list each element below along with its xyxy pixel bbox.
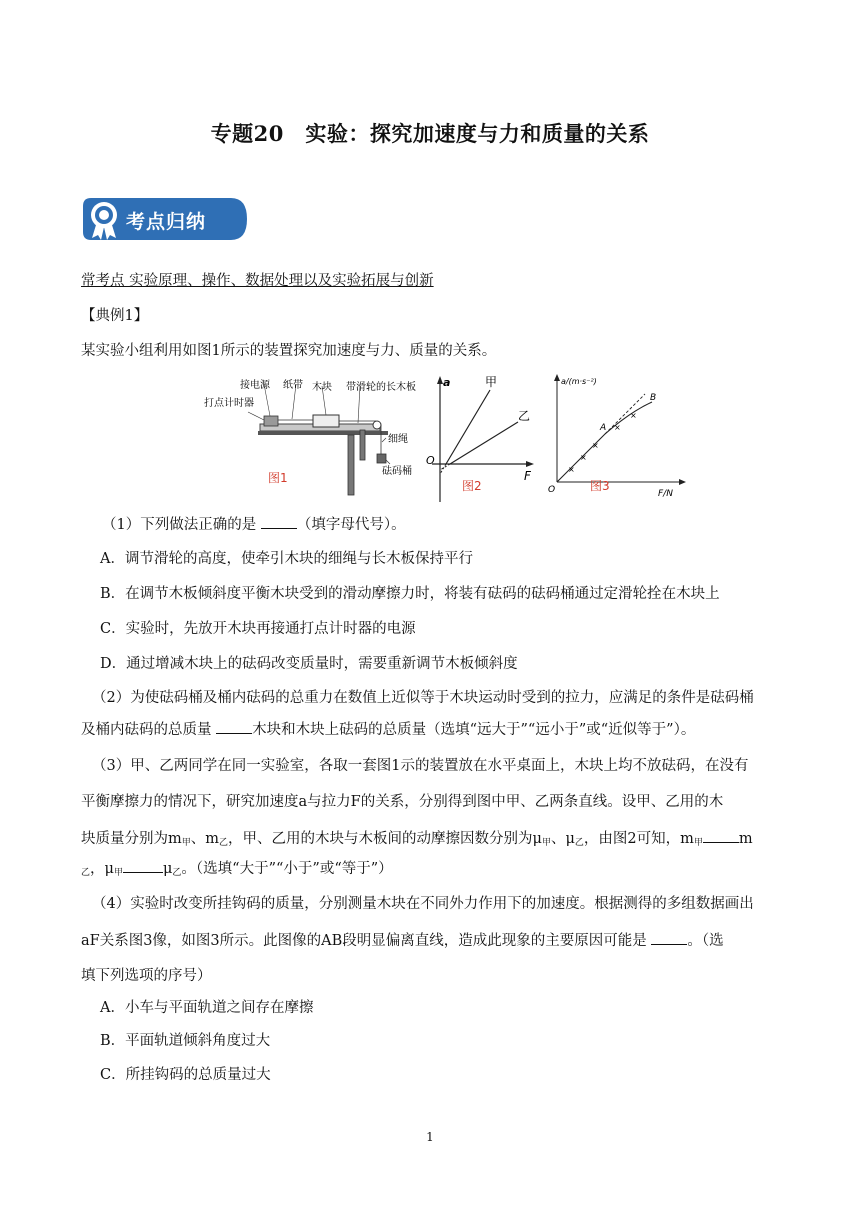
- q4-option-a: A．小车与平面轨道之间存在摩擦: [100, 1000, 314, 1016]
- label-tape: 纸带: [283, 380, 303, 391]
- answer-blank: [703, 828, 739, 843]
- answer-blank: [216, 719, 252, 734]
- q2-line1: （2）为使砝码桶及桶内砝码的总重力在数值上近似等于木块运动时受到的拉力，应满足的条件是砝码桶: [92, 690, 754, 706]
- label-board: 带滑轮的长木板: [346, 382, 416, 393]
- answer-blank: [651, 930, 687, 945]
- svg-text:×: ×: [580, 453, 587, 462]
- svg-text:O: O: [548, 485, 556, 495]
- label-rope: 细绳: [388, 434, 408, 445]
- page-title: 专题20 实验：探究加速度与力和质量的关系: [210, 121, 650, 146]
- q1-option-c: C．实验时，先放开木块再接通打点计时器的电源: [100, 621, 416, 637]
- svg-text:F: F: [524, 469, 531, 483]
- q4-line3: 填下列选项的序号）: [81, 968, 212, 984]
- q4-line2: aF关系图3像，如图3所示。此图像的AB段明显偏离直线，造成此现象的主要原因可能是 。（选: [81, 930, 724, 951]
- line-yi: [450, 422, 518, 464]
- figure-1-caption: 图1: [268, 471, 288, 485]
- q1-option-a: A．调节滑轮的高度，使牵引木块的细绳与长木板保持平行: [100, 551, 473, 567]
- svg-text:×: ×: [592, 441, 599, 450]
- q3-line1: （3）甲、乙两同学在同一实验室，各取一套图1示的装置放在水平桌面上，木块上均不放砝码，在没有: [92, 758, 749, 774]
- q1-option-d: D．通过增减木块上的砝码改变质量时，需要重新调节木板倾斜度: [100, 656, 518, 672]
- topic-line: 常考点 实验原理、操作、数据处理以及实验拓展与创新: [81, 273, 434, 289]
- page-number: 1: [426, 1130, 434, 1144]
- q3-line4: $_乙$，$\mu_甲$ $\mu_乙$。（选填“大于”“小于”或“等于”）: [81, 858, 393, 883]
- q4-line1: （4）实验时改变所挂钩码的质量，分别测量木块在不同外力作用下的加速度。根据测得的多组数据画出: [92, 896, 754, 912]
- answer-blank: [123, 858, 163, 873]
- answer-blank: [261, 514, 297, 529]
- svg-text:×: ×: [614, 423, 621, 432]
- q1-option-b: B．在调节木板倾斜度平衡木块受到的滑动摩擦力时，将装有砝码的砝码桶通过定滑轮拴在木块上: [100, 586, 720, 602]
- label-timer: 打点计时器: [204, 398, 254, 409]
- svg-text:O: O: [426, 454, 435, 467]
- figure-3-graph: [548, 374, 686, 499]
- svg-text:A: A: [600, 423, 607, 433]
- experiment-figures: [200, 372, 690, 504]
- svg-text:×: ×: [630, 411, 637, 420]
- q3-line2: 平衡摩擦力的情况下，研究加速度a与拉力F的关系，分别得到图中甲、乙两条直线。设甲、乙用的木: [81, 794, 724, 810]
- svg-text:a/(m·s⁻²): a/(m·s⁻²): [561, 377, 597, 386]
- svg-text:F/N: F/N: [658, 489, 673, 499]
- svg-text:乙: 乙: [518, 409, 531, 423]
- q1-stem: （1）下列做法正确的是 （填字母代号）。: [102, 514, 406, 535]
- q3-line3: 块质量分别为$m_甲$、$m_乙$，甲、乙用的木块与木板间的动摩擦因数分别为$\mu_甲$、$\mu_乙$，由图2可知，$m_甲$ m: [81, 828, 753, 853]
- example-label: 【典例1】: [81, 308, 149, 324]
- q2-line2: 及桶内砝码的总质量 木块和木块上砝码的总质量（选填“远大于”“远小于”或“近似等于”）。: [81, 719, 695, 740]
- svg-text:a: a: [443, 376, 451, 389]
- intro-text: 某实验小组利用如图1所示的装置探究加速度与力、质量的关系。: [81, 343, 497, 359]
- label-bucket: 砝码桶: [382, 466, 412, 477]
- q4-option-b: B．平面轨道倾斜角度过大: [100, 1033, 271, 1049]
- svg-text:B: B: [650, 393, 657, 403]
- figure-2-graph: [426, 375, 534, 502]
- svg-text:×: ×: [568, 465, 575, 474]
- figure-3-caption: 图3: [590, 479, 610, 493]
- q4-option-c: C．所挂钩码的总质量过大: [100, 1067, 271, 1083]
- figure-2-caption: 图2: [462, 479, 482, 493]
- badge-label: 考点归纳: [126, 211, 207, 233]
- figure-1-apparatus: [204, 378, 416, 495]
- label-block: 木块: [312, 382, 332, 393]
- label-power: 接电源: [240, 380, 270, 391]
- svg-text:甲: 甲: [485, 375, 498, 389]
